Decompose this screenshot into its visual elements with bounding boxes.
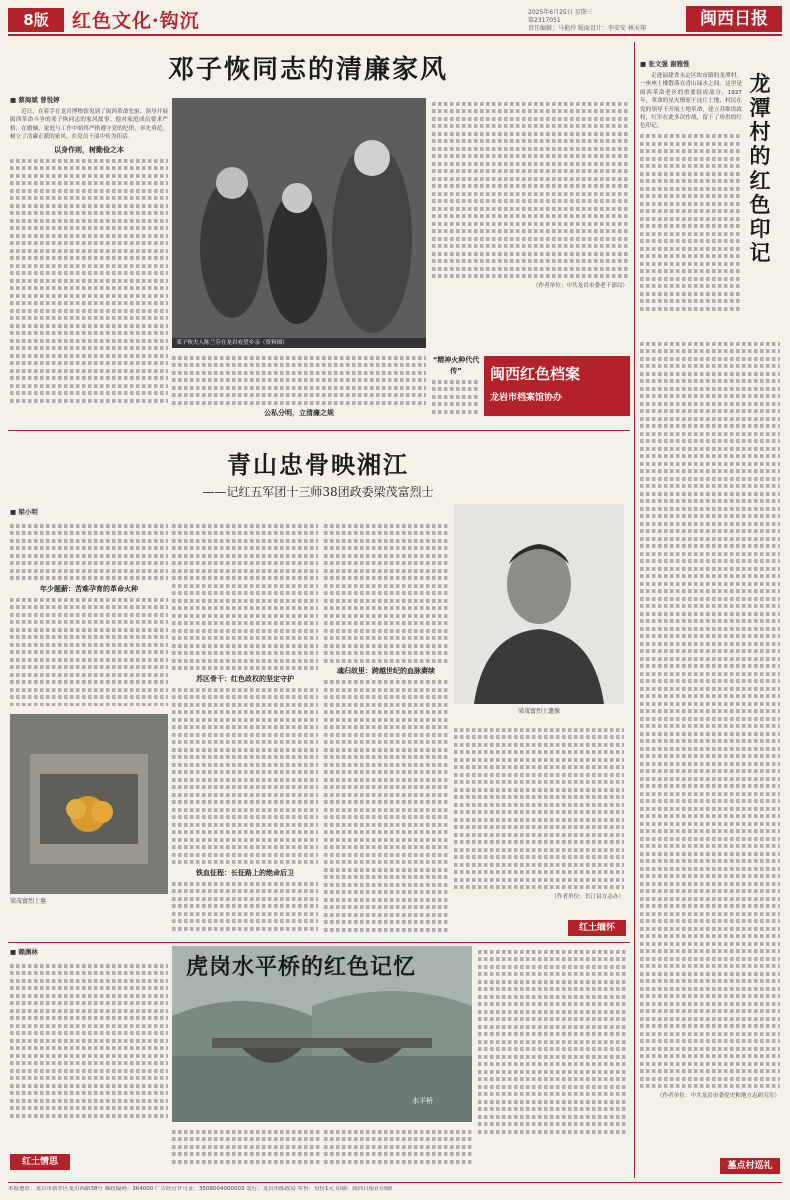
divider-2 <box>8 942 630 943</box>
article1-photo-caption: 邓子恢夫人陈兰芬在龙岩看望乡亲（资料图） <box>172 338 426 348</box>
article-liang-maofu <box>8 434 630 938</box>
article-longtan-village <box>638 42 782 1178</box>
article4-col1 <box>10 960 168 1150</box>
article3-col4 <box>454 724 624 914</box>
article1-subhead3: “精神火种代代传” <box>432 356 480 375</box>
article3-col1 <box>10 520 168 706</box>
article2-title: 龙潭村的红色印记 <box>749 71 771 265</box>
tomb-caption: 梁茂富烈士墓 <box>10 898 47 905</box>
article2-end: （作者单位：中共龙岩市委党史和地方志研究室） <box>656 1092 780 1099</box>
article3-subhead4: 魂归故里：跨越世纪的血脉赓续 <box>337 667 435 675</box>
red-remembrance-label: 红土缅怀 <box>568 920 626 936</box>
tomb-photo-scene <box>10 714 168 894</box>
article2-lead: 走进福建省永定区坎市镇的龙潭村，一座座土楼散落在青山绿水之间。这里是闽西革命老区的重要组成部分，1927年，革命的星火燎原于这片土地，村民在党的领导下开展土地革命，建立苏维埃政权，红军在此多次作战，留下了珍贵的红色印记。 <box>640 73 742 130</box>
divider-1 <box>8 430 630 431</box>
article3-subhead2: 苏区骨干：红色政权的坚定守护 <box>196 674 294 683</box>
article2-col-top <box>640 72 742 334</box>
article1-subhead1: 以身作则，树勤俭之本 <box>54 145 124 154</box>
article1-photo-figures <box>172 98 426 348</box>
portrait-photo <box>454 504 624 704</box>
article1-subhead2: 公私分明，立清廉之规 <box>264 409 334 417</box>
article3-col2 <box>172 520 318 934</box>
article4-title: 虎岗水平桥的红色记忆 <box>186 954 417 980</box>
article4-col4 <box>478 946 628 1176</box>
portrait-figure <box>454 504 624 704</box>
red-archive-sub: 龙岩市档案馆协办 <box>490 392 563 403</box>
article3-subhead1: 年少题薪：苦难孕育的革命火种 <box>40 584 138 593</box>
article-shuiping-bridge <box>8 946 630 1178</box>
article2-byline: ■ 张文强 谢雅惟 <box>640 60 690 68</box>
article3-subtitle: ——记红五军团十三师38团政委梁茂富烈士 <box>202 485 434 499</box>
article3-end: （作者单位：长汀县方志办） <box>551 893 624 900</box>
editor-credits: 责任编辑：马艳玲 版面设计：李安安 林天翔 <box>528 25 646 33</box>
issue-date: 2025年6月25日 星期三 <box>528 9 593 16</box>
article4-col3 <box>324 1126 472 1176</box>
footer-rule <box>8 1182 782 1183</box>
article1-col3 <box>432 98 628 348</box>
article1-col3-end: （作者单位：中共龙岩市委老干部局） <box>532 282 628 289</box>
bridge-photo <box>172 946 472 1122</box>
footer-info: 本报地址：龙岩市新罗区龙川西路38号 邮政编码：364000 广告经营许可证：3508004000003 发行：龙岩市邮政局 零售：每份1元 印刷：闽西日报社印刷厂 <box>8 1186 397 1192</box>
issue-serial: 第2317051 <box>528 17 561 25</box>
article1-title: 邓子恢同志的清廉家风 <box>167 55 448 85</box>
edition-badge: 8版 <box>8 8 64 32</box>
article3-col3 <box>324 520 448 934</box>
article4-byline: ■ 赖渊林 <box>10 948 38 956</box>
masthead-meta <box>528 9 646 33</box>
article3-byline: ■ 梁小明 <box>10 508 38 516</box>
bridge-photo-label: 水平桥 <box>412 1097 433 1105</box>
red-archive-label: 闽西红色档案 <box>490 365 581 383</box>
article1-col1 <box>10 108 168 426</box>
tomb-photo <box>10 714 168 894</box>
article3-subhead3: 铁血征程：长征路上的绝命后卫 <box>196 868 294 877</box>
article3-title: 青山忠骨映湘江 <box>227 450 409 479</box>
red-archive-box <box>484 356 630 416</box>
vertical-divider <box>634 42 635 1178</box>
masthead <box>8 6 782 36</box>
village-tour-label: 墓点村巡礼 <box>720 1158 780 1174</box>
article1-col4 <box>432 352 480 426</box>
article2-col-main <box>640 338 780 1178</box>
article1-photo <box>172 98 426 348</box>
article-deng-zihui <box>8 42 630 426</box>
article1-byline: ■ 蔡海斌 曾悦婷 <box>10 96 60 104</box>
section-title: 红色文化·钩沉 <box>72 10 200 32</box>
article1-lead: 近日，在着手在龙岩博物馆见到了闽西革命先驱、领导开展闽西革命斗争的邓子恢同志的家风故事。他对家庭成员要求严格，在婚姻、家庭与工作中始终严格遵守党的纪律，率先垂范，树立了清廉正派的家风，在党员干部中传为佳话。 <box>10 109 168 141</box>
article4-col2 <box>172 1126 320 1176</box>
article1-col2 <box>172 352 426 426</box>
red-sentiment-label: 红土情思 <box>10 1154 70 1170</box>
portrait-caption: 梁茂富烈士遗像 <box>517 708 560 715</box>
newspaper-logo: 闽西日报 <box>686 6 782 32</box>
